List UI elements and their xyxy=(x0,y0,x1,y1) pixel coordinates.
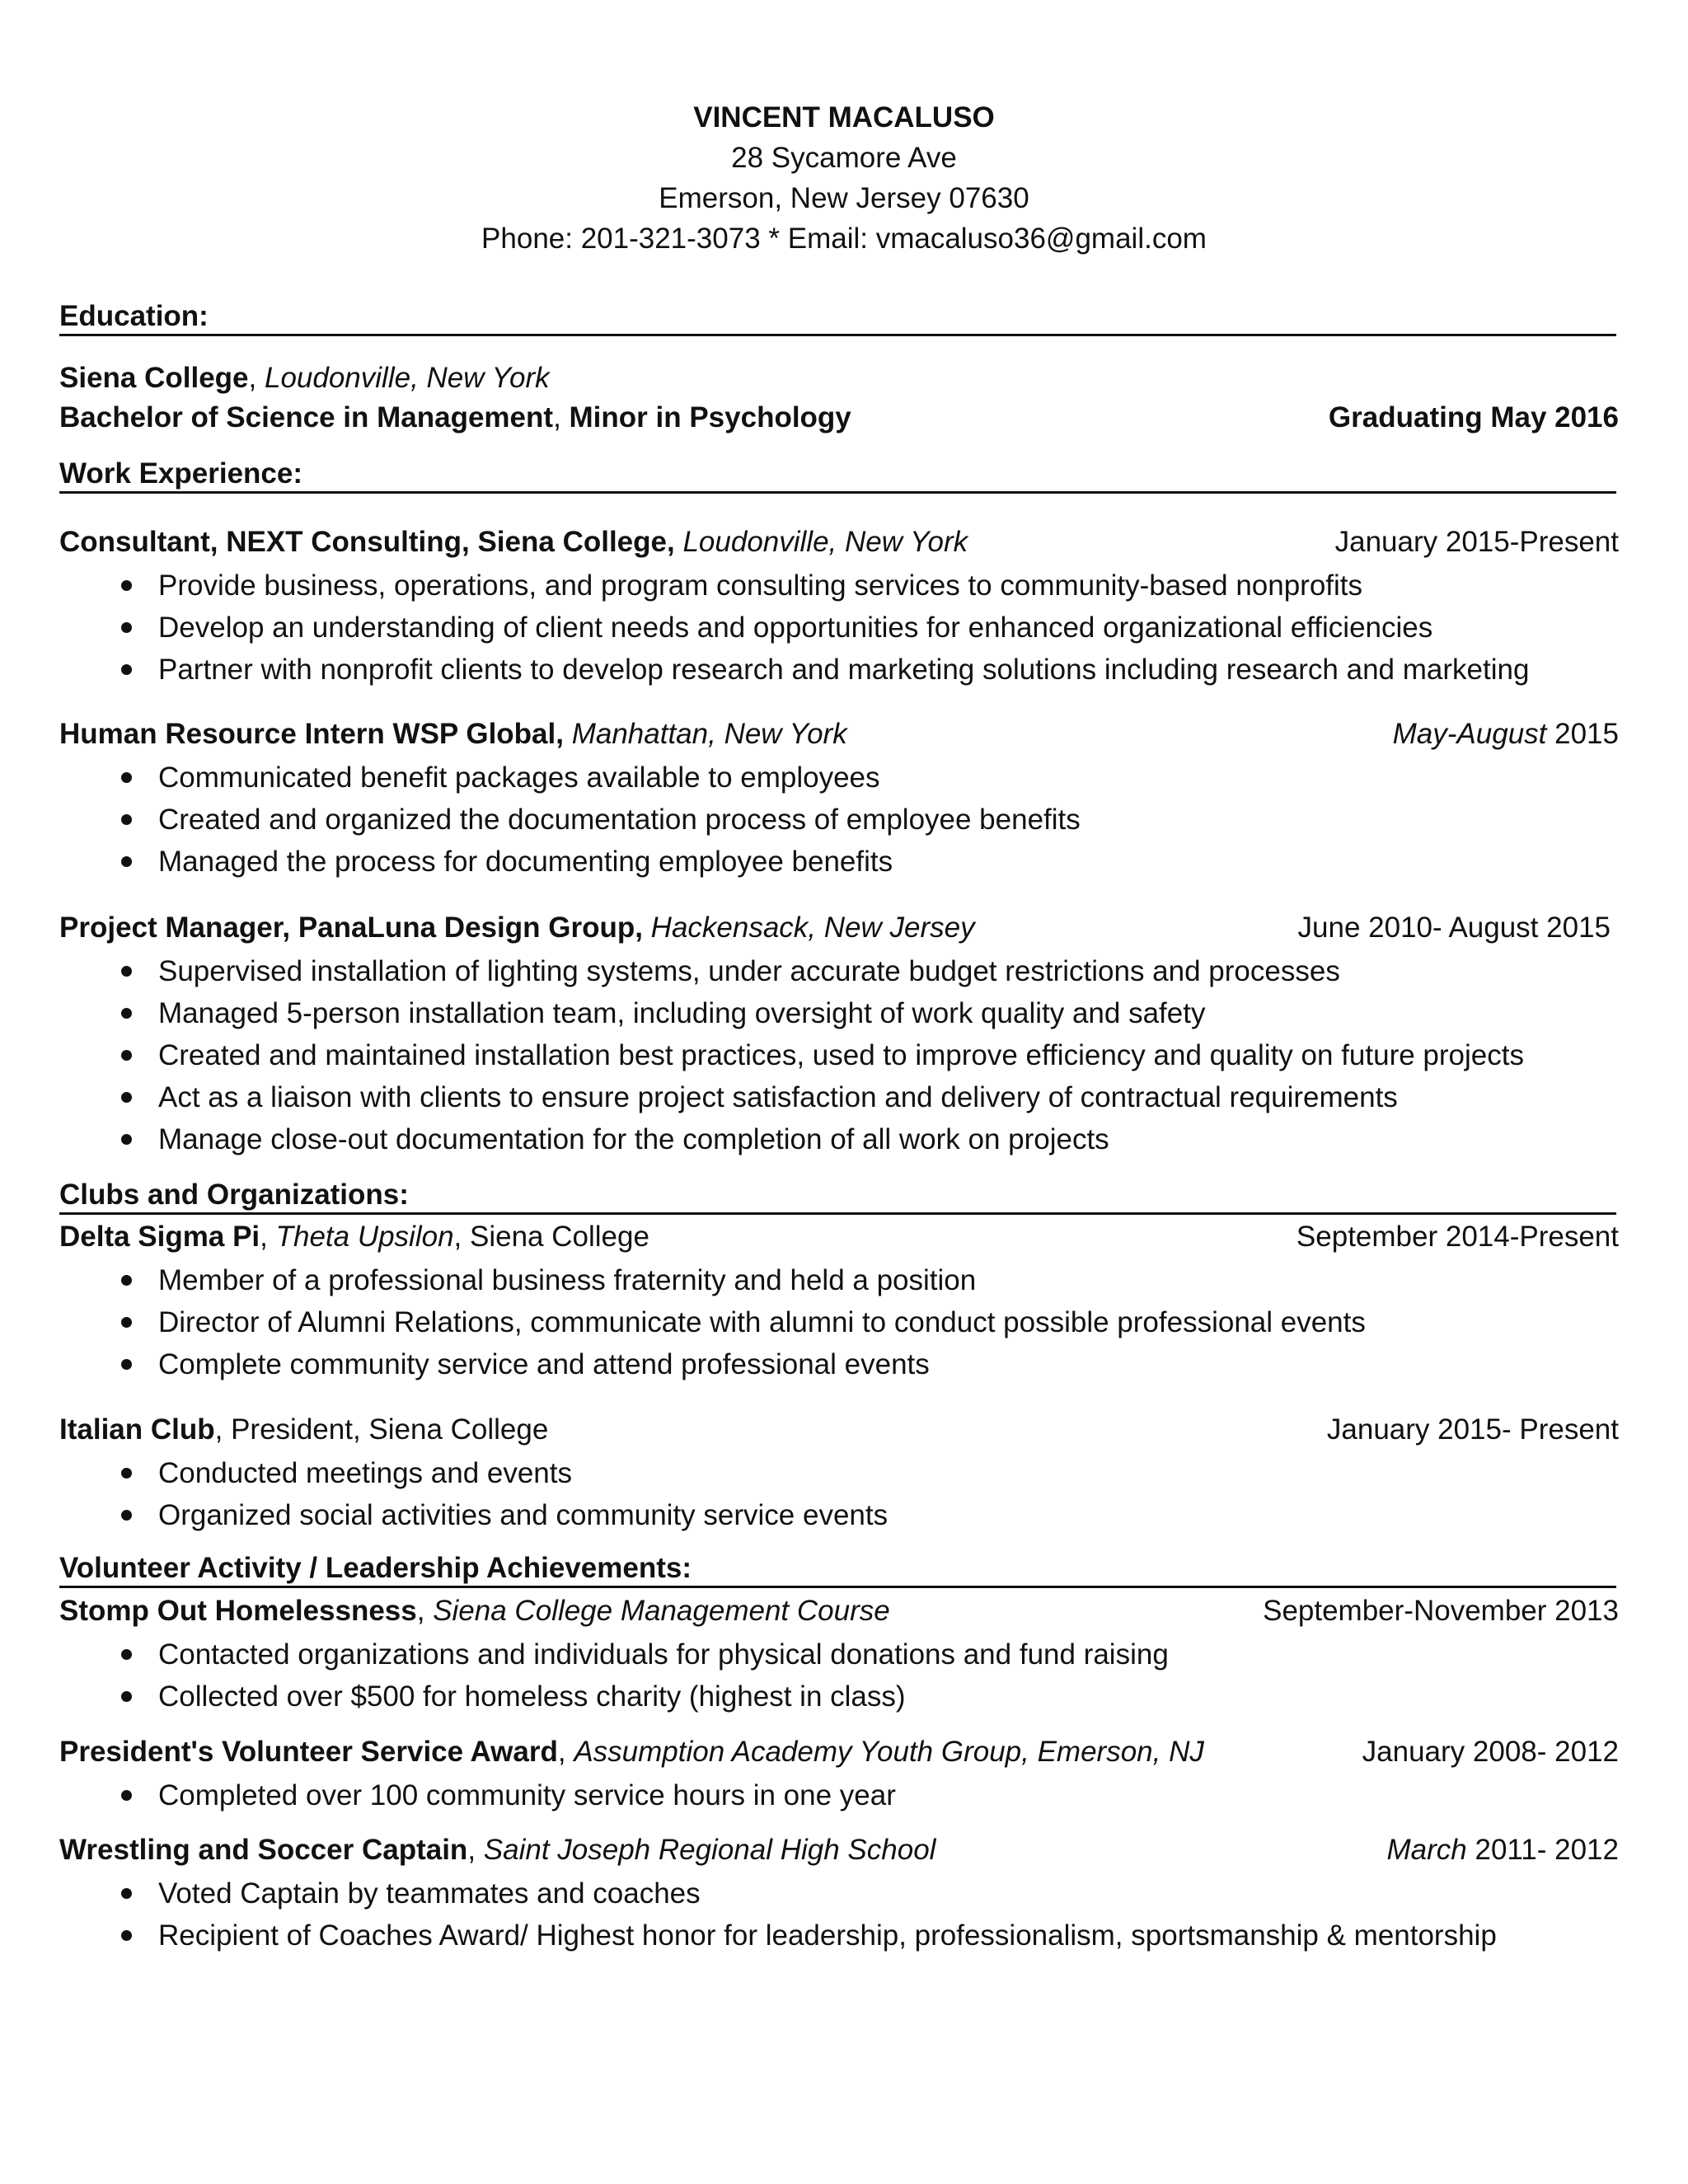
list-item: Provide business, operations, and program consulting services to community-based nonprofits xyxy=(59,565,1529,607)
volunteer-header: President's Volunteer Service Award, Assumption Academy Youth Group, Emerson, NJ January 2008- 2012 xyxy=(59,1733,1619,1771)
list-item: Complete community service and attend professional events xyxy=(59,1343,1366,1385)
volunteer-date: March 2011- 2012 xyxy=(1386,1834,1619,1866)
volunteer-bullets xyxy=(59,1633,1169,1718)
volunteer-date: September-November 2013 xyxy=(1263,1595,1619,1627)
job-bullets xyxy=(59,565,1529,691)
bullet-icon xyxy=(121,1510,132,1521)
list-item: Conducted meetings and events xyxy=(59,1452,888,1494)
bullet-icon xyxy=(121,1691,132,1702)
club-role: President, Siena College xyxy=(231,1413,549,1446)
list-item: Created and organized the documentation process of employee benefits xyxy=(59,799,1081,841)
club-bullets xyxy=(59,1452,888,1536)
bullet-icon xyxy=(121,1888,132,1899)
list-item: Supervised installation of lighting systems, under accurate budget restrictions and processes xyxy=(59,950,1524,992)
job-location: Manhattan, New York xyxy=(571,718,847,750)
degree: Bachelor of Science in Management xyxy=(59,401,554,434)
bullet-icon xyxy=(121,814,132,825)
volunteer-org: Siena College Management Course xyxy=(433,1595,890,1627)
volunteer-bullets xyxy=(59,1774,896,1816)
graduation-date: Graduating May 2016 xyxy=(1328,401,1619,434)
volunteer-date: January 2008- 2012 xyxy=(1362,1736,1619,1768)
list-item: Develop an understanding of client needs and opportunities for enhanced organizational efficiencies xyxy=(59,607,1529,649)
bullet-icon xyxy=(121,1092,132,1103)
bullet-icon xyxy=(121,772,132,783)
club-name: Italian Club xyxy=(59,1413,215,1446)
contact-line: Phone: 201-321-3073 * Email: vmacaluso36@gmail.com xyxy=(481,223,1207,255)
job-header xyxy=(59,715,1619,753)
job-header xyxy=(59,523,1619,561)
job-date: January 2015-Present xyxy=(1334,526,1619,558)
work-heading: Work Experience: xyxy=(59,457,1616,494)
bullet-icon xyxy=(121,966,132,977)
bullet-icon xyxy=(121,1468,132,1479)
volunteer-org: Saint Joseph Regional High School xyxy=(483,1834,936,1866)
club-date: September 2014-Present xyxy=(1296,1221,1619,1253)
club-date: January 2015- Present xyxy=(1326,1413,1619,1446)
list-item: Managed the process for documenting employee benefits xyxy=(59,841,1081,883)
list-item: Created and maintained installation best practices, used to improve efficiency and quality on future projects xyxy=(59,1034,1524,1076)
club-school: Siena College xyxy=(470,1221,649,1253)
club-bullets xyxy=(59,1259,1366,1385)
job-date: June 2010- August 2015 xyxy=(1297,912,1611,944)
list-item: Completed over 100 community service hours in one year xyxy=(59,1774,896,1816)
list-item: Partner with nonprofit clients to develop research and marketing solutions including research and marketing xyxy=(59,649,1529,691)
bullet-icon xyxy=(121,664,132,675)
address-line-1: 28 Sycamore Ave xyxy=(731,142,957,174)
clubs-heading: Clubs and Organizations: xyxy=(59,1178,1616,1215)
job-title: Consultant, NEXT Consulting, Siena College, xyxy=(59,526,675,558)
address-line-2: Emerson, New Jersey 07630 xyxy=(659,182,1029,214)
list-item: Member of a professional business fraternity and held a position xyxy=(59,1259,1366,1301)
list-item: Recipient of Coaches Award/ Highest honor for leadership, professionalism, sportsmanship & mentorship xyxy=(59,1915,1497,1957)
candidate-name: VINCENT MACALUSO xyxy=(693,101,995,134)
club-chapter: Theta Upsilon xyxy=(275,1221,454,1253)
list-item: Director of Alumni Relations, communicate with alumni to conduct possible professional events xyxy=(59,1301,1366,1343)
club-name: Delta Sigma Pi xyxy=(59,1221,260,1253)
bullet-icon xyxy=(121,580,132,591)
volunteer-bullets xyxy=(59,1872,1497,1957)
job-bullets xyxy=(59,950,1524,1160)
list-item: Contacted organizations and individuals for physical donations and fund raising xyxy=(59,1633,1169,1675)
bullet-icon xyxy=(121,1930,132,1941)
resume-header xyxy=(0,97,1688,259)
list-item: Managed 5-person installation team, including oversight of work quality and safety xyxy=(59,992,1524,1034)
list-item: Act as a liaison with clients to ensure project satisfaction and delivery of contractual requirements xyxy=(59,1076,1524,1118)
bullet-icon xyxy=(121,1317,132,1328)
bullet-icon xyxy=(121,1359,132,1370)
school-name: Siena College xyxy=(59,362,249,394)
education-heading: Education: xyxy=(59,299,1616,336)
education-school-row: Siena College, Loudonville, New York xyxy=(59,362,550,394)
list-item: Voted Captain by teammates and coaches xyxy=(59,1872,1497,1915)
bullet-icon xyxy=(121,856,132,867)
list-item: Organized social activities and community service events xyxy=(59,1494,888,1536)
school-location: Loudonville, New York xyxy=(264,362,550,394)
volunteer-header: Stomp Out Homelessness, Siena College Management Course September-November 2013 xyxy=(59,1592,1619,1630)
volunteer-name: President's Volunteer Service Award xyxy=(59,1736,558,1768)
bullet-icon xyxy=(121,622,132,633)
minor: Minor in Psychology xyxy=(569,401,851,434)
job-location: Hackensack, New Jersey xyxy=(650,912,975,944)
job-location: Loudonville, New York xyxy=(682,526,968,558)
education-degree-row: Bachelor of Science in Management, Minor in Psychology Graduating May 2016 xyxy=(59,399,1619,437)
bullet-icon xyxy=(121,1649,132,1660)
job-header xyxy=(59,909,1619,947)
bullet-icon xyxy=(121,1050,132,1061)
club-header: Delta Sigma Pi, Theta Upsilon, Siena College September 2014-Present xyxy=(59,1218,1619,1256)
volunteer-org: Assumption Academy Youth Group, Emerson, NJ xyxy=(574,1736,1204,1768)
volunteer-name: Stomp Out Homelessness xyxy=(59,1595,417,1627)
list-item: Collected over $500 for homeless charity (highest in class) xyxy=(59,1675,1169,1718)
volunteer-name: Wrestling and Soccer Captain xyxy=(59,1834,468,1866)
job-date: May-August 2015 xyxy=(1392,718,1619,750)
list-item: Manage close-out documentation for the completion of all work on projects xyxy=(59,1118,1524,1160)
volunteer-heading: Volunteer Activity / Leadership Achievements: xyxy=(59,1551,1616,1588)
bullet-icon xyxy=(121,1134,132,1145)
bullet-icon xyxy=(121,1275,132,1286)
bullet-icon xyxy=(121,1008,132,1019)
job-bullets xyxy=(59,757,1081,883)
bullet-icon xyxy=(121,1790,132,1801)
volunteer-header: Wrestling and Soccer Captain, Saint Joseph Regional High School March 2011- 2012 xyxy=(59,1831,1619,1869)
job-title: Human Resource Intern WSP Global, xyxy=(59,718,564,750)
list-item: Communicated benefit packages available to employees xyxy=(59,757,1081,799)
job-title: Project Manager, PanaLuna Design Group, xyxy=(59,912,643,944)
club-header: Italian Club, President, Siena College January 2015- Present xyxy=(59,1411,1619,1449)
